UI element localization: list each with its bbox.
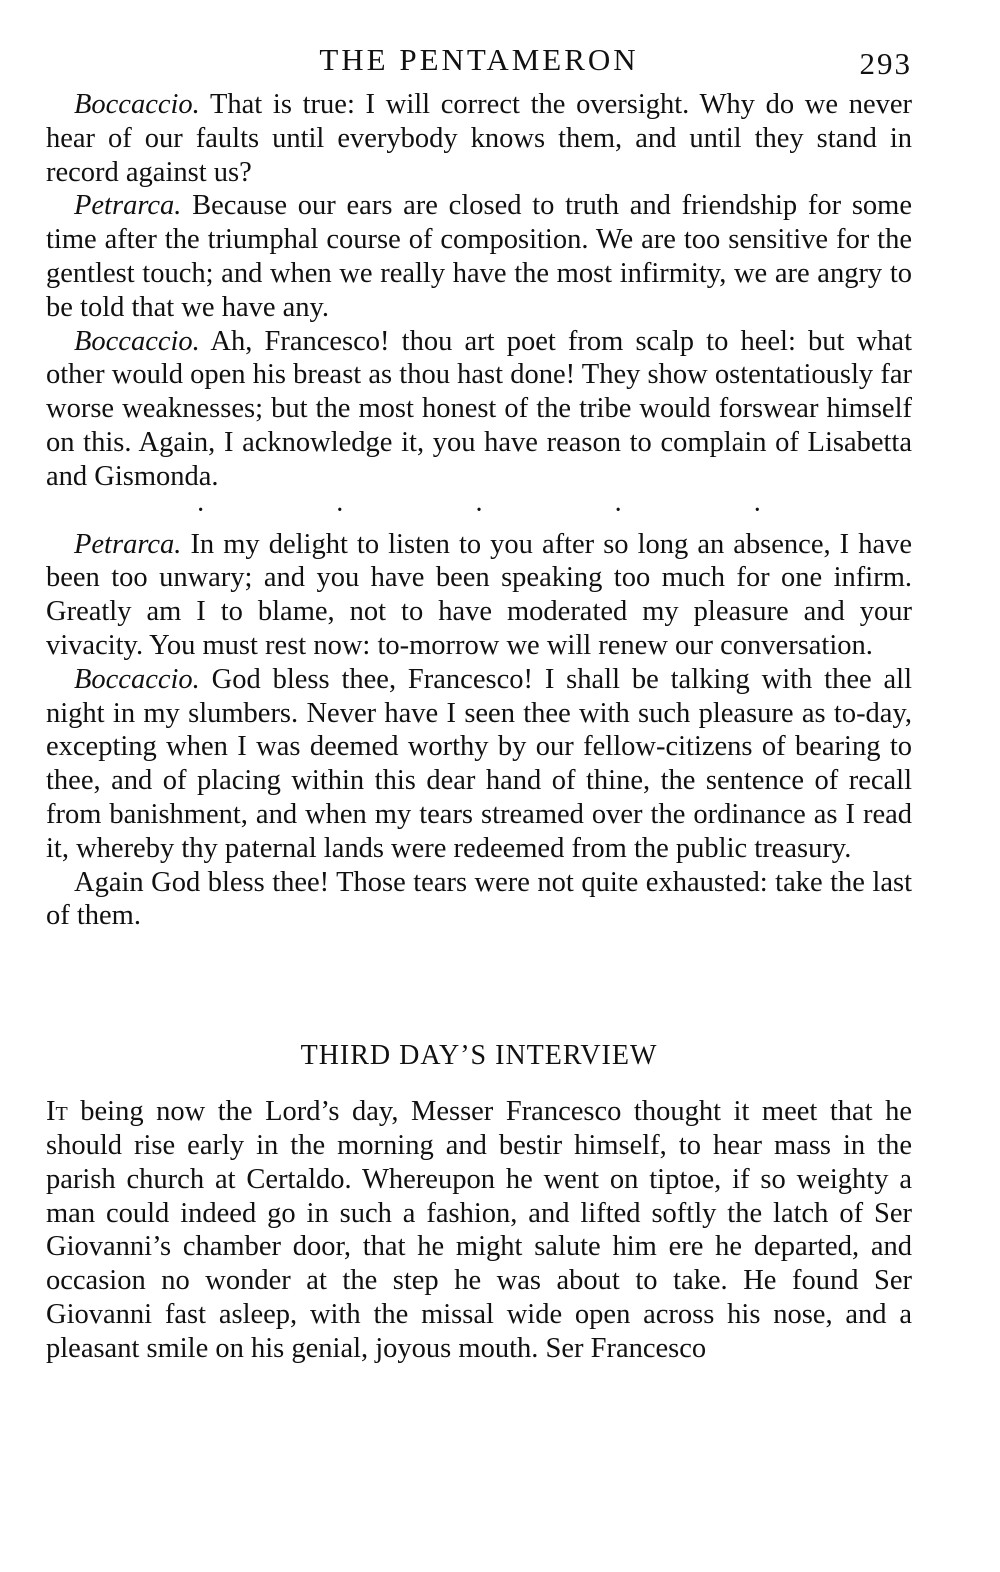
dialogue-paragraph xyxy=(46,88,912,189)
dialogue-paragraph xyxy=(46,325,912,494)
page-number: 293 xyxy=(859,46,912,81)
opening-small-caps: It xyxy=(46,1096,68,1128)
speech-text: That is true: I will correct the oversight. Why do we never hear of our faults until everybody knows them, and until they stand in record against us? xyxy=(46,89,912,188)
section-opening-paragraph xyxy=(46,1095,912,1365)
running-title: THE PENTAMERON xyxy=(319,42,639,77)
book-page xyxy=(46,38,912,1366)
closing-paragraph: Again God bless thee! Those tears were not quite exhausted: take the last of them. xyxy=(46,866,912,932)
speaker-name: Boccaccio. xyxy=(74,89,200,120)
section-spacer xyxy=(46,933,912,1039)
speaker-name: Boccaccio. xyxy=(74,325,200,357)
speaker-name: Petrarca. xyxy=(74,190,182,222)
section-title: THIRD DAY’S INTERVIEW xyxy=(300,1040,658,1072)
omission-dot: · xyxy=(752,494,762,526)
omission-dot: · xyxy=(474,494,484,526)
speech-text: Because our ears are closed to truth and friendship for some time after the triumphal course of composition. We are too sensitive for the gentlest touch; and when we really have the most infirmity, we are angry to be told that we have any. xyxy=(46,190,912,323)
omission-dot: · xyxy=(196,494,206,526)
dialogue-paragraph xyxy=(46,189,912,324)
dialogue-paragraph xyxy=(46,528,912,663)
speech-text: In my delight to listen to you after so long an absence, I have been too unwary; and you have been speaking too much for one infirm. Greatly am I to blame, not to have moderated my pleasure and your vivacity. You must rest now: to-morrow we will renew our conversation. xyxy=(46,528,912,661)
speech-text: God bless thee, Francesco! I shall be talking with thee all night in my slumbers. Never have I seen thee with such pleasure as to-day, excepting when I was deemed worthy by our fellow-citizens of bearing to thee, and of placing within this dear hand of thine, the sentence of recall from banishment, and when my tears streamed over the ordinance as I read it, whereby thy paternal lands were redeemed from the public treasury. xyxy=(46,663,912,864)
omission-dot: · xyxy=(613,494,623,526)
running-head xyxy=(46,38,912,88)
speaker-name: Petrarca. xyxy=(74,528,182,560)
speech-text: Ah, Francesco! thou art poet from scalp to heel: but what other would open his breast as thou hast done! They show ostentatiously far worse weaknesses; but the most honest of the tribe would forswear himself on this. Again, I acknowledge it, you have reason to complain of Lisabetta and Gismonda. xyxy=(46,325,912,492)
omission-dots xyxy=(46,494,912,528)
speaker-name: Boccaccio. xyxy=(74,663,200,695)
omission-dot: · xyxy=(335,494,345,526)
opening-text: being now the Lord’s day, Messer Francesco thought it meet that he should rise early in the morning and bestir himself, to hear mass in the parish church at Certaldo. Whereupon he went on tiptoe, if so weighty a man could indeed go in such a fashion, and lifted softly the latch of Ser Giovanni’s chamber door, that he might salute him ere he departed, and occasion no wonder at the step he was about to take. He found Ser Giovanni fast asleep, with the missal wide open across his nose, and a pleasant smile on his genial, joyous mouth. Ser Francesco xyxy=(46,1096,912,1364)
dialogue-paragraph xyxy=(46,663,912,866)
